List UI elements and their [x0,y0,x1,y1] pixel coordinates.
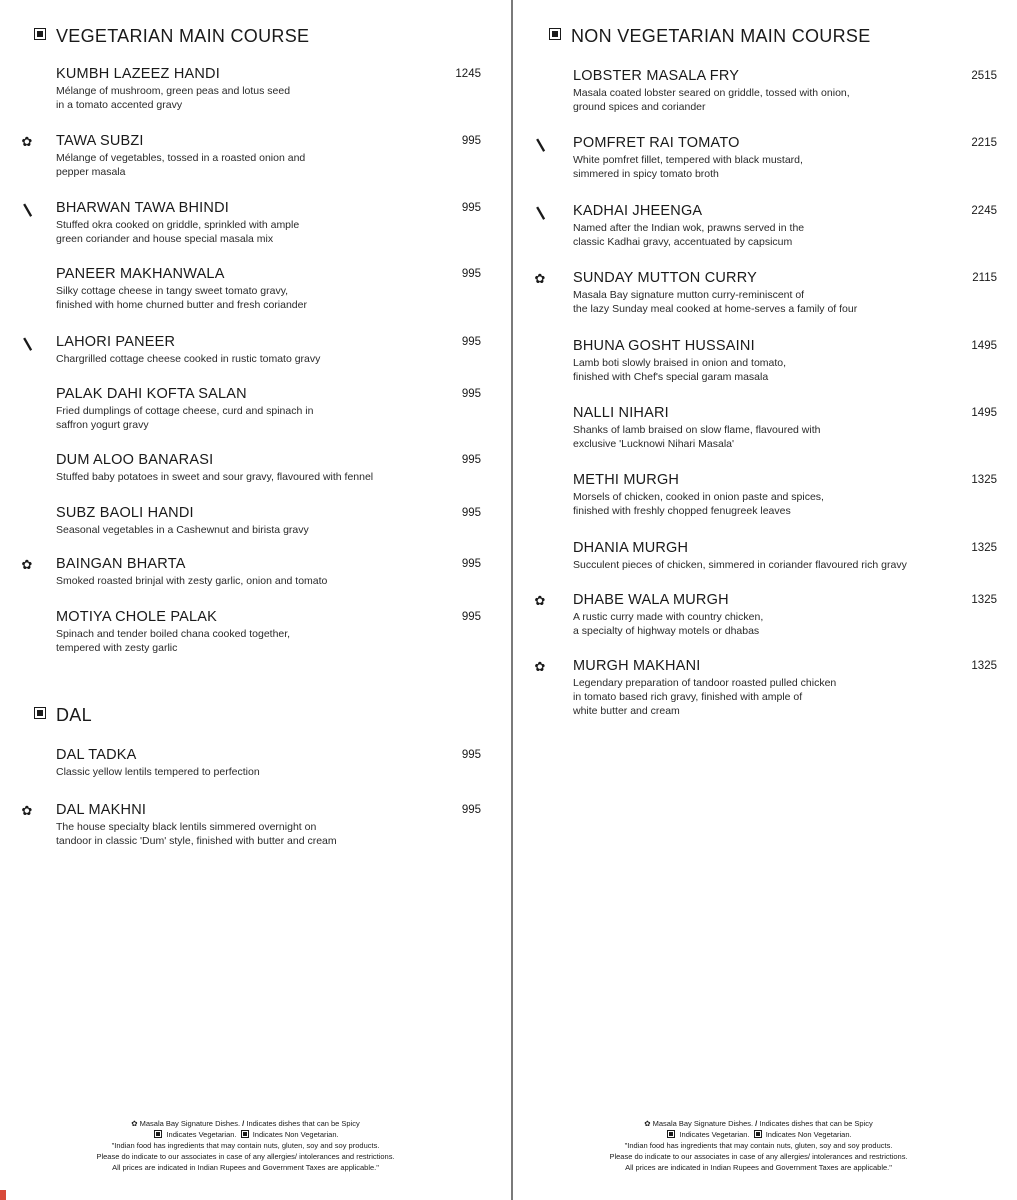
menu-item-name: SUNDAY MUTTON CURRY [573,270,757,286]
menu-item-description: Mélange of mushroom, green peas and lotus seed [56,85,291,97]
menu-item-name: BHUNA GOSHT HUSSAINI [573,338,755,354]
menu-item [56,386,313,432]
signature-star-icon: ✿ [534,659,546,674]
menu-item-description: Masala coated lobster seared on griddle, tossed with onion, [573,87,850,99]
menu-item-description: The house specialty black lentils simmered overnight on [56,821,317,833]
menu-item [56,200,299,246]
menu-item-description: Chargrilled cottage cheese cooked in rustic tomato gravy [56,353,321,365]
menu-item-price: 1245 [455,68,481,80]
menu-item [573,658,836,718]
non-vegetarian-box-icon [241,1130,249,1138]
menu-item [573,592,763,638]
menu-item [573,338,786,384]
menu-item-name: PALAK DAHI KOFTA SALAN [56,386,247,402]
menu-item-description: a specialty of highway motels or dhabas [573,625,760,637]
menu-item-price: 995 [461,804,481,816]
menu-item-name: NALLI NIHARI [573,405,669,421]
menu-item [573,405,820,451]
section-title-non-vegetarian: NON VEGETARIAN MAIN COURSE [549,26,871,47]
menu-item-price: 995 [461,454,481,466]
menu-item-description: finished with Chef's special garam masala [573,371,769,383]
menu-item-description: Mélange of vegetables, tossed in a roasted onion and [56,152,306,164]
non-vegetarian-box-icon [549,28,561,40]
section-title-dal: DAL [34,705,92,726]
menu-item [56,747,260,779]
menu-item-price: 995 [461,388,481,400]
menu-item-price: 995 [461,202,481,214]
menu-item-price: 1325 [971,594,997,606]
menu-item-description: Shanks of lamb braised on slow flame, flavoured with [573,424,821,436]
star-icon: ✿ [644,1119,651,1128]
menu-item-price: 1325 [971,542,997,554]
menu-item-name: LOBSTER MASALA FRY [573,68,740,84]
menu-item-description: saffron yogurt gravy [56,419,149,431]
menu-item-description: Smoked roasted brinjal with zesty garlic, onion and tomato [56,575,328,587]
spicy-chili-icon: ❙ [17,333,37,353]
menu-item-description: finished with home churned butter and fresh coriander [56,299,307,311]
spicy-chili-icon: ❙ [17,199,37,219]
spicy-chili-icon: ❙ [530,134,550,154]
menu-item [573,68,850,114]
menu-item-name: DAL TADKA [56,747,137,763]
menu-item-price: 2215 [971,137,997,149]
menu-item-description: Lamb boti slowly braised in onion and tomato, [573,357,787,369]
menu-item [56,66,290,112]
signature-star-icon: ✿ [534,593,546,608]
menu-item-description: tempered with zesty garlic [56,642,178,654]
menu-item-price: 995 [461,268,481,280]
menu-item-name: BAINGAN BHARTA [56,556,186,572]
menu-item-name: BHARWAN TAWA BHINDI [56,200,229,216]
signature-star-icon: ✿ [534,271,546,286]
menu-item-description: A rustic curry made with country chicken, [573,611,764,623]
menu-item-description: tandoor in classic 'Dum' style, finished with butter and cream [56,835,337,847]
menu-item [56,452,373,484]
menu-item-price: 2245 [971,205,997,217]
corner-mark [0,1190,6,1200]
menu-item-description: in tomato based rich gravy, finished with ample of [573,691,803,703]
menu-item-name: KADHAI JHEENGA [573,203,703,219]
menu-item-price: 995 [461,611,481,623]
menu-item-price: 995 [461,507,481,519]
menu-item-description: simmered in spicy tomato broth [573,168,719,180]
menu-item-name: SUBZ BAOLI HANDI [56,505,194,521]
menu-item-description: ground spices and coriander [573,101,706,113]
menu-item-price: 995 [461,135,481,147]
legend-left: ✿ Masala Bay Signature Dishes. / Indicates dishes that can be Spicy Indicates Vegetarian. Indicates Non Vegetarian. "Indian food has ingredients that may contain nuts, gluten, soy and soy products. Please do indicate to our associates in case of any allergies/ intolerances and restrictions. All prices are indicated in Indian Rupees and Government Taxes are applicable." [96,1119,395,1172]
menu-item [56,609,290,655]
menu-item [56,556,327,588]
menu-item-description: Masala Bay signature mutton curry-reminiscent of [573,289,805,301]
menu-item-description: pepper masala [56,166,126,178]
menu-item-description: classic Kadhai gravy, accentuated by capsicum [573,236,793,248]
menu-item-price: 1325 [971,474,997,486]
menu-item-price: 995 [461,749,481,761]
menu-item-description: Legendary preparation of tandoor roasted pulled chicken [573,677,837,689]
menu-item-name: DHABE WALA MURGH [573,592,729,608]
signature-star-icon: ✿ [21,557,33,572]
star-icon: ✿ [131,1119,138,1128]
menu-item-description: Stuffed okra cooked on griddle, sprinkled with ample [56,219,300,231]
vegetarian-box-icon [154,1130,162,1138]
menu-item-name: DAL MAKHNI [56,802,147,818]
right-column [513,0,1017,1200]
menu-item-price: 995 [461,558,481,570]
menu-item [56,505,309,537]
menu-item-description: finished with freshly chopped fenugreek leaves [573,505,791,517]
menu-item-description: Morsels of chicken, cooked in onion paste and spices, [573,491,824,503]
menu-item-name: DHANIA MURGH [573,540,689,556]
menu-item-description: Spinach and tender boiled chana cooked together, [56,628,291,640]
menu-item-description: Stuffed baby potatoes in sweet and sour gravy, flavoured with fennel [56,471,374,483]
vegetarian-box-icon [34,28,46,40]
menu-item [56,334,320,366]
vegetarian-box-icon [34,707,46,719]
menu-item [573,540,907,572]
menu-item-description: Named after the Indian wok, prawns served in the [573,222,805,234]
menu-item-description: white butter and cream [573,705,680,717]
chili-icon: / [755,1119,758,1128]
menu-item-price: 1495 [971,407,997,419]
menu-item-price: 2115 [972,272,997,284]
signature-star-icon: ✿ [21,134,33,149]
menu-item [56,802,337,848]
menu-item-name: PANEER MAKHANWALA [56,266,225,282]
legend-right: ✿ Masala Bay Signature Dishes. / Indicates dishes that can be Spicy Indicates Vegetarian. Indicates Non Vegetarian. "Indian food has ingredients that may contain nuts, gluten, soy and soy products. Please do indicate to our associates in case of any allergies/ intolerances and restrictions. All prices are indicated in Indian Rupees and Government Taxes are applicable." [609,1119,908,1172]
non-vegetarian-box-icon [754,1130,762,1138]
menu-item-price: 1495 [971,340,997,352]
menu-item-price: 995 [461,336,481,348]
chili-icon: / [242,1119,245,1128]
section-title-vegetarian: VEGETARIAN MAIN COURSE [34,26,309,47]
menu-item-name: TAWA SUBZI [56,133,144,149]
menu-item [573,135,803,181]
menu-item-description: Silky cottage cheese in tangy sweet tomato gravy, [56,285,289,297]
menu-item [573,270,857,316]
menu-item [56,266,307,312]
menu-item-description: the lazy Sunday meal cooked at home-serves a family of four [573,303,858,315]
menu-item-name: LAHORI PANEER [56,334,176,350]
vegetarian-box-icon [667,1130,675,1138]
menu-item-description: green coriander and house special masala mix [56,233,274,245]
menu-item-description: Fried dumplings of cottage cheese, curd and spinach in [56,405,314,417]
menu-item-description: White pomfret fillet, tempered with black mustard, [573,154,803,166]
menu-item-description: Classic yellow lentils tempered to perfection [56,766,260,778]
menu-item-name: METHI MURGH [573,472,680,488]
menu-item-name: KUMBH LAZEEZ HANDI [56,66,220,82]
menu-item-name: MOTIYA CHOLE PALAK [56,609,217,625]
menu-item [573,203,804,249]
menu-item-description: in a tomato accented gravy [56,99,183,111]
menu-item-price: 1325 [971,660,997,672]
menu-item-name: POMFRET RAI TOMATO [573,135,740,151]
menu-item [573,472,824,518]
menu-item-description: exclusive 'Lucknowi Nihari Masala' [573,438,734,450]
menu-item-name: DUM ALOO BANARASI [56,452,214,468]
menu-item-description: Seasonal vegetables in a Cashewnut and birista gravy [56,524,309,536]
menu-item-name: MURGH MAKHANI [573,658,701,674]
menu-item-price: 2515 [971,70,997,82]
signature-star-icon: ✿ [21,803,33,818]
menu-item [56,133,305,179]
spicy-chili-icon: ❙ [530,202,550,222]
menu-item-description: Succulent pieces of chicken, simmered in coriander flavoured rich gravy [573,559,907,571]
